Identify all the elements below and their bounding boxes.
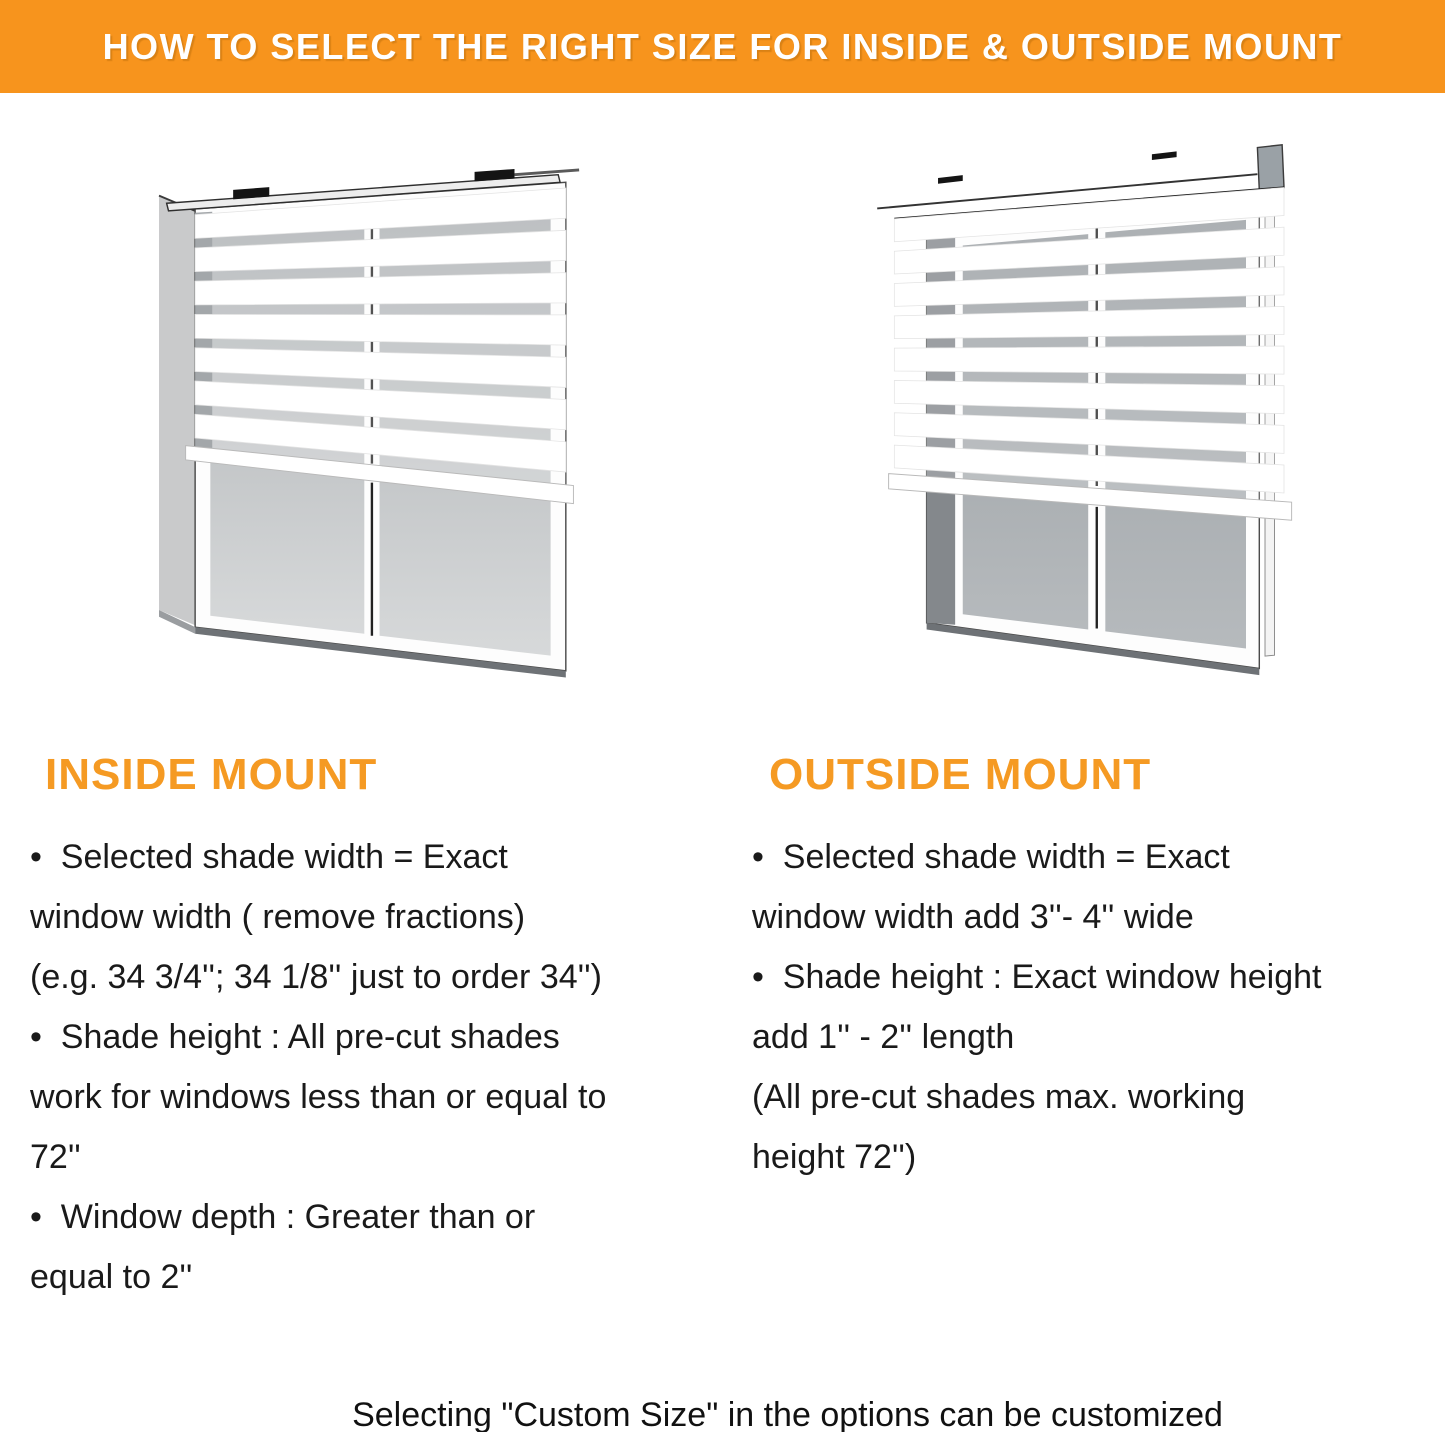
inside-mount-heading: INSIDE MOUNT [45,750,378,799]
outside-mount-heading: OUTSIDE MOUNT [769,750,1152,799]
inside-mount-illustration [140,150,620,697]
instruction-line: (All pre-cut shades max. working [752,1078,1246,1116]
instruction-line: (e.g. 34 3/4''; 34 1/8'' just to order 34'') [30,958,602,996]
instruction-line: • Selected shade width = Exact [30,838,508,876]
inside-mount-instructions [30,838,720,1318]
instruction-line: 72'' [30,1138,81,1176]
instruction-line: work for windows less than or equal to [30,1078,607,1116]
inside-mount-scene [140,150,620,697]
header-banner [0,0,1445,93]
screw-mark [938,175,963,184]
instruction-line: • Window depth : Greater than or [30,1198,536,1236]
instruction-line: • Shade height : All pre-cut shades [30,1018,560,1056]
instruction-line: window width add 3''- 4'' wide [752,898,1194,936]
outside-mount-scene [862,140,1342,687]
zebra-shade [186,186,574,503]
banner-title: HOW TO SELECT THE RIGHT SIZE FOR INSIDE & OUTSIDE MOUNT [102,25,1343,67]
instruction-line: • Selected shade width = Exact [752,838,1230,876]
outside-mount-instructions [752,838,1442,1198]
zebra-shade [889,188,1292,521]
custom-size-note: Selecting "Custom Size" in the options can be customized [352,1396,1223,1432]
instruction-line: window width ( remove fractions) [30,898,526,936]
instruction-line: add 1'' - 2'' length [752,1018,1015,1056]
instruction-line: equal to 2'' [30,1258,193,1296]
instruction-line: height 72'') [752,1138,917,1176]
outside-mount-illustration [862,140,1342,687]
instruction-line: • Shade height : Exact window height [752,958,1322,996]
screw-mark [1152,151,1177,160]
mounting-bracket [1257,145,1284,191]
